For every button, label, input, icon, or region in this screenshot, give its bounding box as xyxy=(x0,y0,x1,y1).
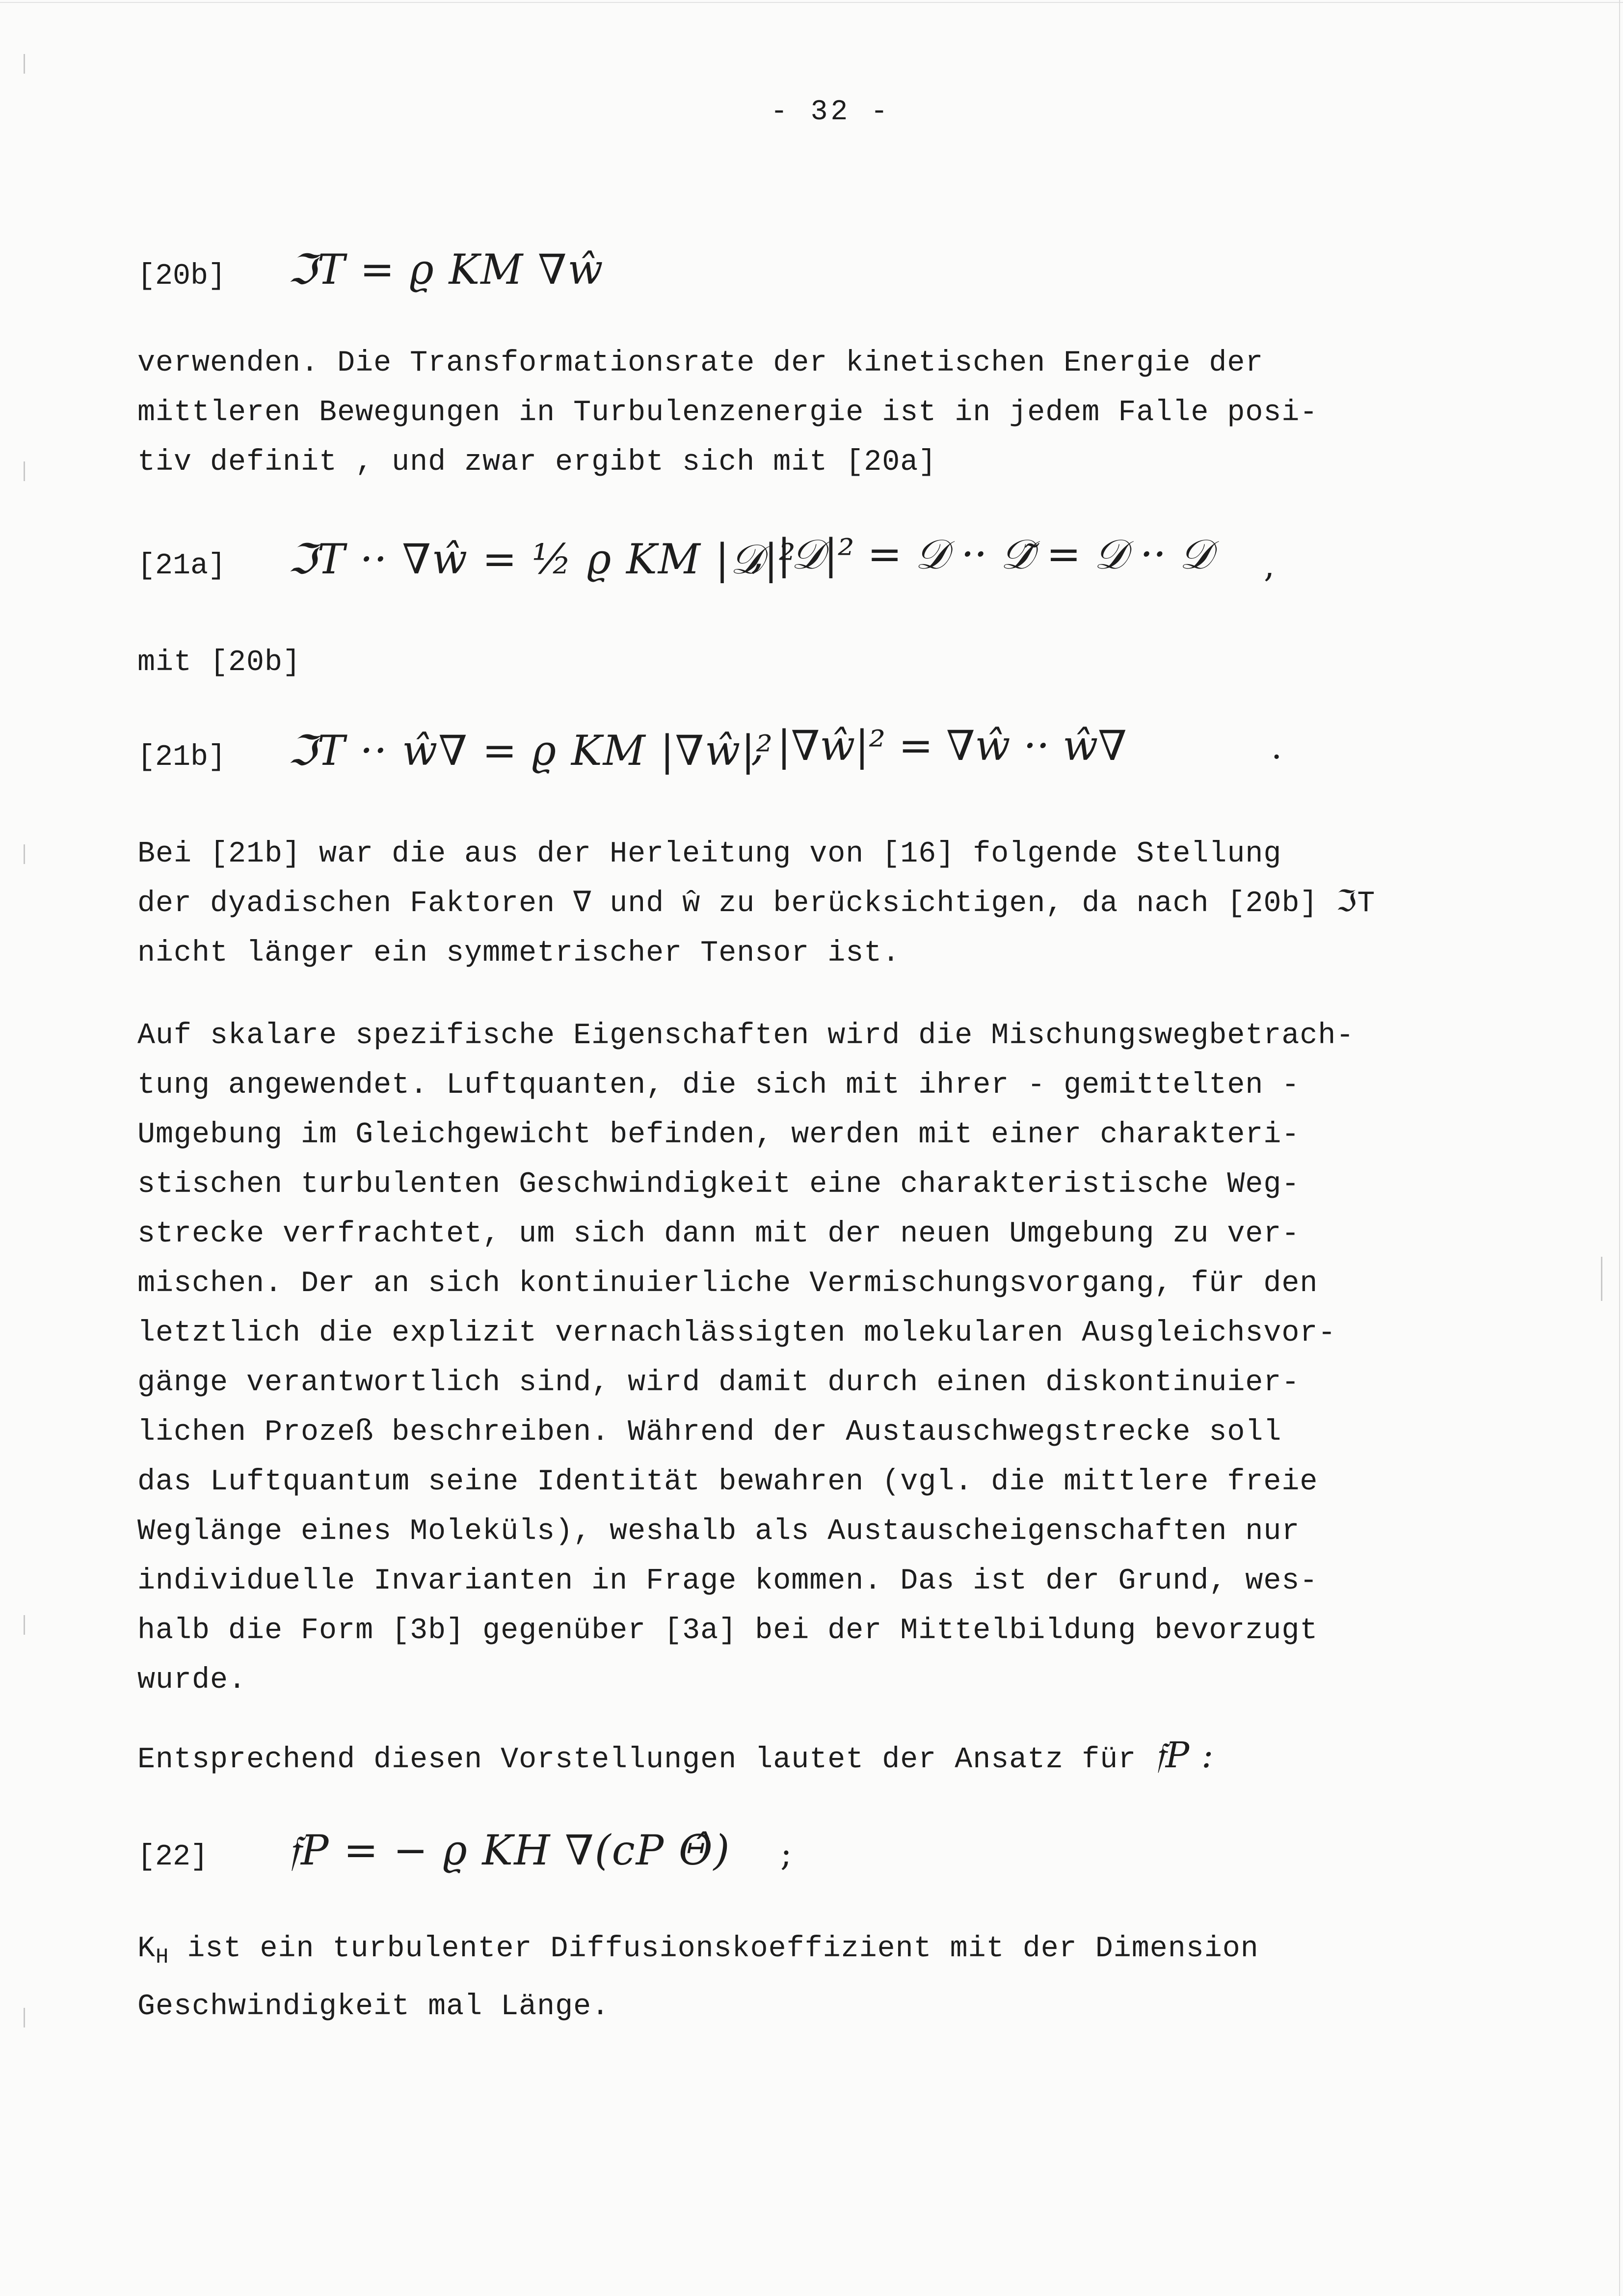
equation-punctuation: ; xyxy=(780,1834,792,1874)
scan-margin-mark xyxy=(24,461,25,481)
text-line: halb die Form [3b] gegenüber [3a] bei der Mittelbildung bevorzugt xyxy=(137,1614,1318,1648)
equation-formula: ℑT ·· ∇ŵ = ½ ϱ KM |𝒟|² xyxy=(288,535,797,583)
scan-margin-mark xyxy=(24,1615,25,1635)
text-line: mittleren Bewegungen in Turbulenzenergie ist in jedem Falle posi- xyxy=(137,396,1318,430)
text-line xyxy=(137,1924,1463,1982)
paragraph-ansatz xyxy=(137,1730,1463,1785)
equation-formula: ℑT ·· ŵ∇ = ϱ KM |∇ŵ|² xyxy=(288,727,774,775)
scan-margin-mark xyxy=(24,2008,25,2027)
text-line: Bei [21b] war die aus der Herleitung von [16] folgende Stellung xyxy=(137,837,1282,871)
text-line: Auf skalare spezifische Eigenschaften wird die Mischungswegbetrach- xyxy=(137,1019,1355,1053)
text-line: das Luftquantum seine Identität bewahren (vgl. die mittlere freie xyxy=(137,1465,1318,1499)
text-line: letztlich die explizit vernachlässigten molekularen Ausgleichsvor- xyxy=(137,1317,1336,1350)
equation-formula: 𝔣P = − ϱ KH ∇(cP Θ̂) xyxy=(288,1826,731,1874)
text-line: tung angewendet. Luftquanten, die sich mit ihrer - gemittelten - xyxy=(137,1069,1300,1102)
equation-label: [20b] xyxy=(137,260,226,293)
text-line xyxy=(137,1730,1463,1785)
text-line: Geschwindigkeit mal Länge. xyxy=(137,1990,610,2024)
text-line: mit [20b] xyxy=(137,646,301,679)
equation-20b xyxy=(137,245,604,294)
equation-21b xyxy=(137,727,773,775)
flux-symbol: 𝔣P : xyxy=(1154,1734,1214,1776)
text-line: Umgebung im Gleichgewicht befinden, werden mit einer charakteri- xyxy=(137,1118,1300,1152)
equation-punctuation: , xyxy=(1264,545,1275,585)
text-line: Weglänge eines Moleküls), weshalb als Austauscheigenschaften nur xyxy=(137,1515,1300,1548)
text-line: individuelle Invarianten in Frage kommen. Das ist der Grund, wes- xyxy=(137,1565,1318,1598)
equation-label: [21a] xyxy=(137,549,226,583)
text-line: wurde. xyxy=(137,1664,247,1697)
equation-22 xyxy=(137,1826,730,1875)
text-line: gänge verantwortlich sind, wird damit durch einen diskontinuier- xyxy=(137,1366,1300,1400)
text-line: mischen. Der an sich kontinuierliche Vermischungsvorgang, für den xyxy=(137,1267,1318,1300)
kh-subscript: H xyxy=(156,1945,169,1970)
paragraph-mit-20b xyxy=(137,638,1463,688)
scan-margin-mark xyxy=(1601,1257,1602,1301)
text-line: stischen turbulenten Geschwindigkeit eine charakteristische Weg- xyxy=(137,1168,1300,1201)
kh-description: ist ein turbulenter Diffusionskoeffizient mit der Dimension xyxy=(169,1932,1259,1966)
paragraph-dyadic-factors xyxy=(137,830,1463,978)
kh-symbol: K xyxy=(137,1932,156,1966)
equation-formula: ℑT = ϱ KM ∇ŵ xyxy=(288,245,604,294)
equation-label: [22] xyxy=(137,1840,209,1874)
scan-top-edge xyxy=(0,2,1623,3)
paragraph-transformation-rate xyxy=(137,339,1463,487)
paragraph-diffusion-coefficient xyxy=(137,1924,1463,2032)
scan-right-edge xyxy=(1619,0,1620,2296)
equation-label: [21b] xyxy=(137,741,226,774)
text-line: tiv definit , und zwar ergibt sich mit [20a] xyxy=(137,446,937,479)
scan-margin-mark xyxy=(24,844,25,864)
equation-21a xyxy=(137,535,797,584)
text-line: lichen Prozeß beschreiben. Während der Austauschwegstrecke soll xyxy=(137,1416,1282,1449)
text-line: verwenden. Die Transformationsrate der kinetischen Energie der xyxy=(137,347,1264,380)
text-line: der dyadischen Faktoren ∇ und ŵ zu berücksichtigen, da nach [20b] ℑT xyxy=(137,887,1376,920)
text-line: nicht länger ein symmetrischer Tensor ist. xyxy=(137,937,901,970)
scan-margin-mark xyxy=(24,54,25,74)
paragraph-mixing-length xyxy=(137,1011,1463,1705)
equation-21b-definition: , |∇ŵ|² = ∇ŵ ·· ŵ∇ xyxy=(751,722,1127,770)
ansatz-text: Entsprechend diesen Vorstellungen lautet der Ansatz für xyxy=(137,1743,1137,1777)
page-number: - 32 - xyxy=(771,96,891,128)
equation-punctuation: . xyxy=(1271,727,1282,767)
text-line: strecke verfrachtet, um sich dann mit der neuen Umgebung zu ver- xyxy=(137,1217,1300,1251)
equation-21a-definition: , |𝒟|² = 𝒟 ·· 𝒟̃ = 𝒟 ·· 𝒟 xyxy=(751,530,1213,578)
